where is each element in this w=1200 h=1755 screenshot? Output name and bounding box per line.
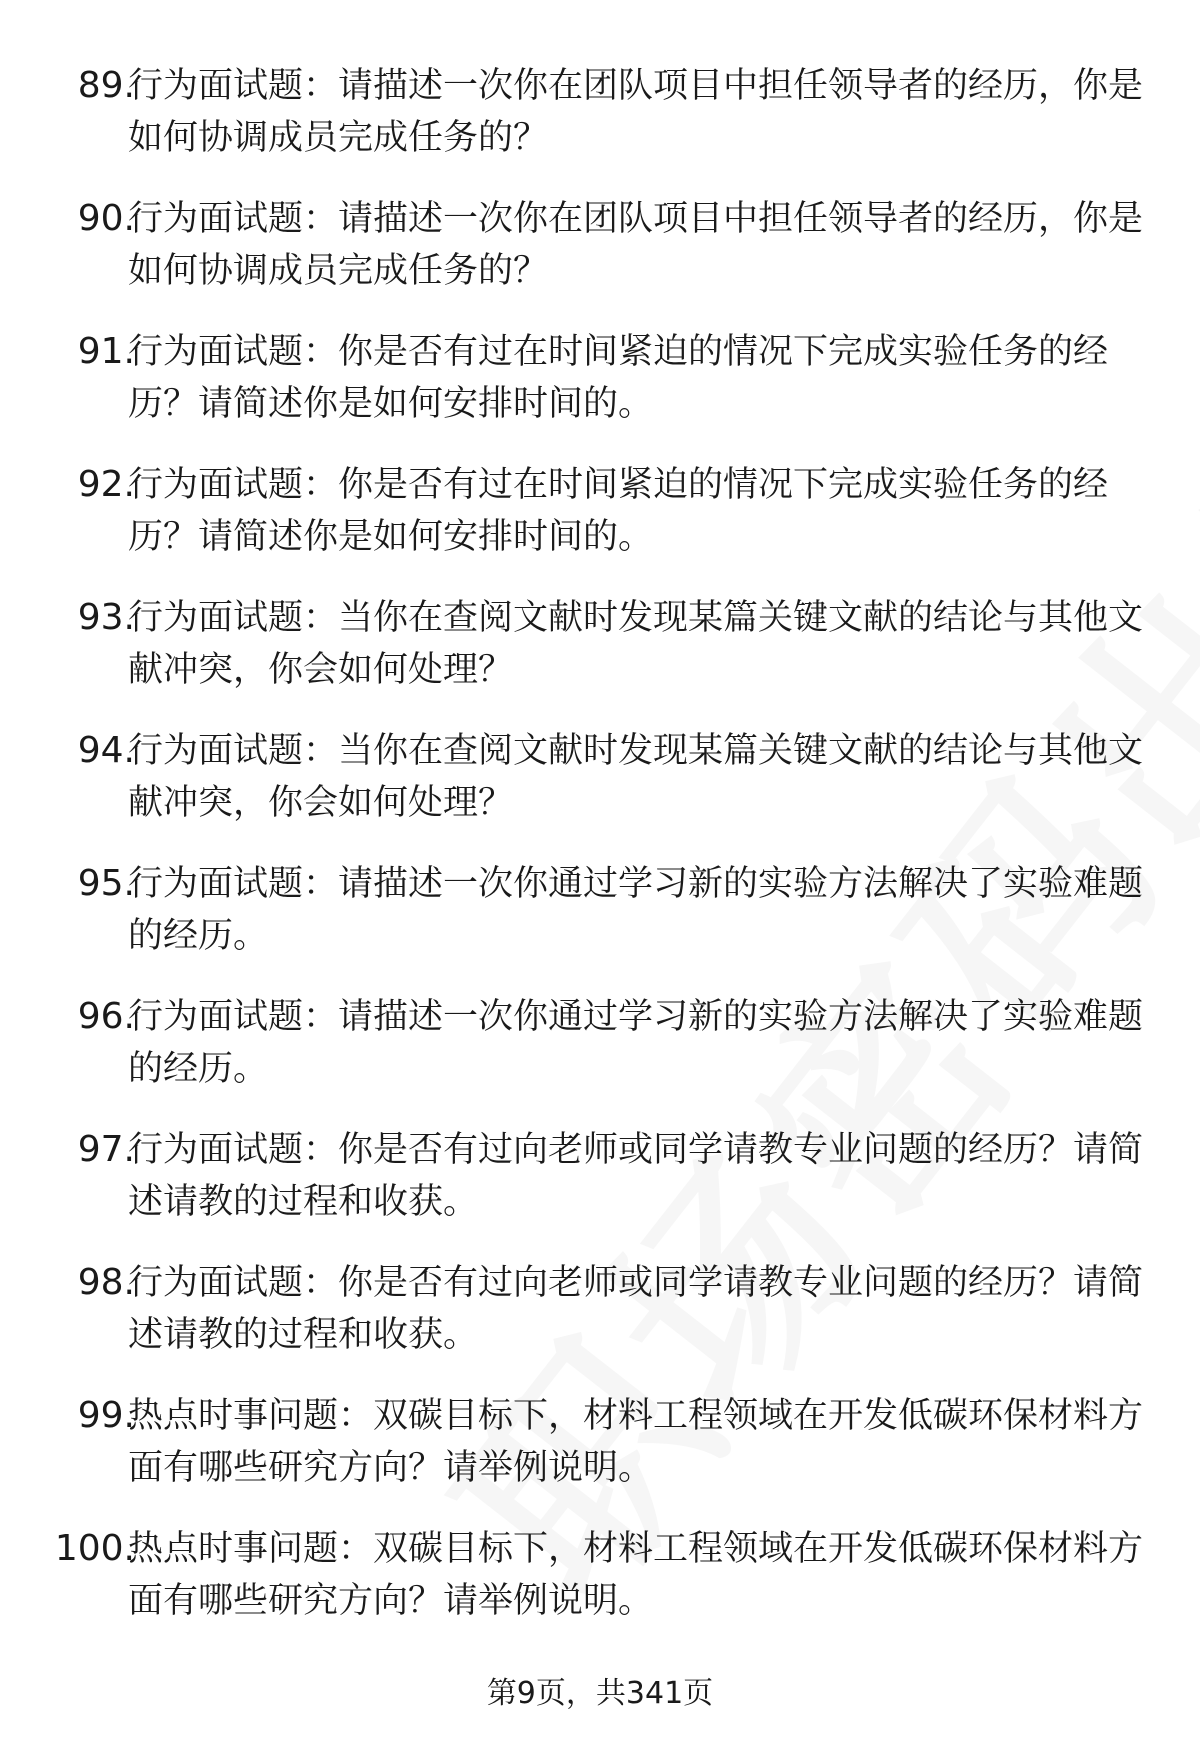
question-item	[0, 1390, 1200, 1523]
question-item	[0, 725, 1200, 858]
question-text: 行为面试题：你是否有过在时间紧迫的情况下完成实验任务的经历？请简述你是如何安排时间的。	[128, 332, 1109, 424]
question-text: 行为面试题：当你在查阅文献时发现某篇关键文献的结论与其他文献冲突，你会如何处理？	[128, 731, 1144, 823]
question-item	[0, 193, 1200, 326]
question-text: 行为面试题：请描述一次你在团队项目中担任领导者的经历，你是如何协调成员完成任务的？	[128, 199, 1144, 291]
question-item	[0, 459, 1200, 592]
question-list	[0, 60, 1200, 1656]
page-footer: 第9页，共341页	[486, 1676, 714, 1711]
question-number: 100.	[54, 1528, 135, 1569]
question-number: 94.	[77, 730, 135, 771]
question-text: 热点时事问题：双碳目标下，材料工程领域在开发低碳环保材料方面有哪些研究方向？请举例说明。	[128, 1396, 1144, 1488]
question-item	[0, 1523, 1200, 1656]
question-number: 90.	[77, 198, 135, 239]
question-item	[0, 60, 1200, 193]
question-text: 行为面试题：请描述一次你通过学习新的实验方法解决了实验难题的经历。	[128, 864, 1144, 956]
question-item	[0, 326, 1200, 459]
question-text: 热点时事问题：双碳目标下，材料工程领域在开发低碳环保材料方面有哪些研究方向？请举例说明。	[128, 1529, 1144, 1621]
question-number: 98.	[77, 1262, 135, 1303]
question-number: 96.	[77, 996, 135, 1037]
question-item	[0, 858, 1200, 991]
question-text: 行为面试题：你是否有过向老师或同学请教专业问题的经历？请简述请教的过程和收获。	[128, 1130, 1144, 1222]
question-text: 行为面试题：你是否有过在时间紧迫的情况下完成实验任务的经历？请简述你是如何安排时间的。	[128, 465, 1109, 557]
question-number: 91.	[77, 331, 135, 372]
question-item	[0, 1124, 1200, 1257]
question-text: 行为面试题：请描述一次你在团队项目中担任领导者的经历，你是如何协调成员完成任务的？	[128, 66, 1144, 158]
question-item	[0, 592, 1200, 725]
question-number: 92.	[77, 464, 135, 505]
question-number: 99.	[77, 1395, 135, 1436]
question-item	[0, 991, 1200, 1124]
question-number: 97.	[77, 1129, 135, 1170]
question-text: 行为面试题：你是否有过向老师或同学请教专业问题的经历？请简述请教的过程和收获。	[128, 1263, 1144, 1355]
question-number: 89.	[77, 65, 135, 106]
question-number: 93.	[77, 597, 135, 638]
question-item	[0, 1257, 1200, 1390]
question-number: 95.	[77, 863, 135, 904]
question-text: 行为面试题：请描述一次你通过学习新的实验方法解决了实验难题的经历。	[128, 997, 1144, 1089]
question-text: 行为面试题：当你在查阅文献时发现某篇关键文献的结论与其他文献冲突，你会如何处理？	[128, 598, 1144, 690]
